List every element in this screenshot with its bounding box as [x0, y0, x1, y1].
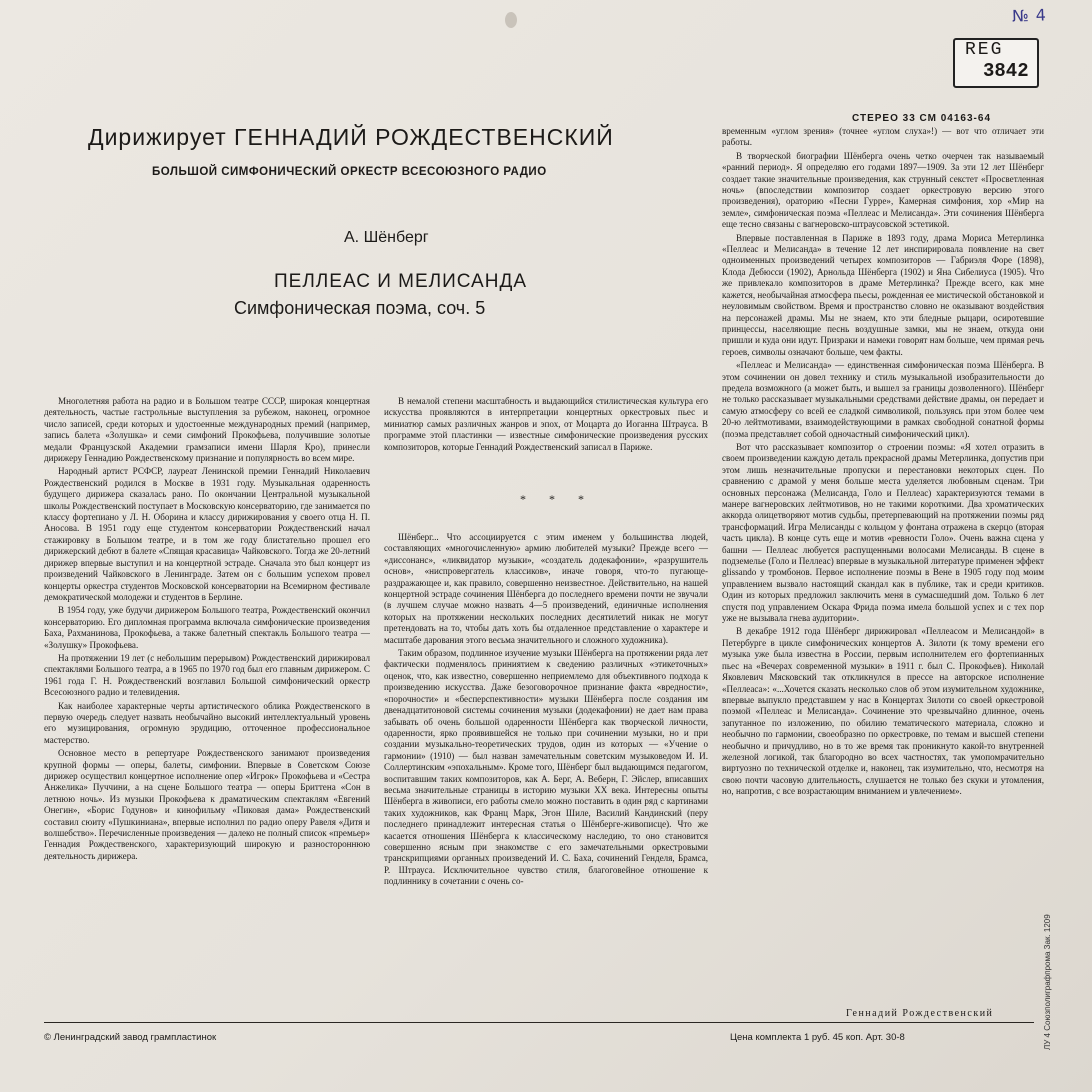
paragraph: Таким образом, подлинное изучение музыки Шёнберга на протяжении ряда лет фактически подменялось приниятием к сведению различных «этикеточных» оценок, что, как известно, совершенно неприемлемо для объективного подхода к произведению искусства. Даже безоговорочное признание факта «вредности», «порочности» и «бесперспективности» музыки Шёнберга после создания им двенадцатитоновой системы сочинения музыки (додекафонии) не дает нам права забывать об очень большой одаренности Шёнберга как творческой личности, одаренности, ярко проявившейся не только при сочинении музыки, но и при создании музыкально-теоретических трудов, один из которых — «Учение о гармонии» (1910) — был назван замечательным советским музыковедом И. И. Соллертинским «эпохальным». Кроме того, Шёнберг был выдающимся педагогом, воспитавшим таких композиторов, как А. Берг, А. Веберн, Г. Эйслер, вписавших весьма значительные страницы в историю музыки XX века. Интересны опыты Шёнберга в живописи, его работы смело можно поставить в один ряд с картинами таких художников, как Франц Марк, Эгон Шиле, Василий Кандинский (перу последнего принадлежит интересная статья о Шёнберге-живописце). Что же касается отношения Шёнберга к классическому наследию, то оно становится совершенно ясным при знакомстве с его замечательными оркестровыми транскрипциями органных произведений И. С. Баха, сочинений Генделя, Брамса, Р. Штрауса. Исключительное чувство стиля, благоговейное отношение к подлиннику в сочетании с очень со-	[384, 648, 708, 887]
biography-column	[44, 396, 370, 1016]
paragraph: В декабре 1912 года Шёнберг дирижировал «Пеллеасом и Мелисандой» в Петербурге в цикле симфонических концертов А. Зилоти (к тому времени его музыка уже была известна в России, первым исполнителем его фортепианных пьес на «Вечерах современной музыки» в 1911 г. был С. Прокофьев). Николай Яковлевич Мясковский так откликнулся в прессе на авторское исполнение «Пеллеаса»: «...Хочется сказать несколько слов об этом изумительном художнике, впервые выпукло представшем у нас в Концертах Зилоти со своей оркестровой поэмой «Пеллеас и Мелисанда». Сочинение это чрезвычайно длинное, очень запутанное по изложению, по обилию тематического материала, сложно и необычно по гармонии, своеобразно по оркестровке, по темам и высшей степени необычно и причудливо, но в то же время так проникнуто какой-то внутренней железной логикой, так благородно во всех частностях, так умопомрачительно виртуозно по технической отделке и, наконец, так изумительно, что, несмотря на свою почти часовую длительность, слушается не только без скуки и утомления, но, напротив, с все возрастающим вниманием и увлечением».	[722, 626, 1044, 797]
paragraph: Шёнберг... Что ассоциируется с этим именем у большинства людей, составляющих «многочисленную» армию любителей музыки? Прежде всего — «диссонанс», «ликвидатор музыки», «создатель додекафонии», «разрушитель основ», «ниспровергатель классиков», иначе говоря, что-то пугающе-раздражающее и, как правило, совершенно неизвестное. Действительно, на нашей концертной эстраде сочинения Шёнберга до последнего времени почти не звучали (в лучшем случае можно назвать 4—5 произведений, единичные исполнения которых на протяжении нескольких последних десятилетий никак не могут претендовать на то, чтобы дать хоть бы отдаленное представление о характере и масштабе дарования этого весьма значительного и сложного художника).	[384, 532, 708, 645]
program-note-column	[384, 396, 708, 468]
paragraph: В немалой степени масштабность и выдающийся стилистическая культура его искусства проявляются в интерпретации концертных оркестровых пьес и миниатюр самых различных жанров и эпох, от Моцарта до Иоганна Штрауса. В программе этой пластинки — известные симфонические произведения русских композиторов, которые Геннадий Рождественский записал в Париже.	[384, 396, 708, 452]
handwritten-note: № 4	[1011, 5, 1048, 26]
paragraph: В творческой биографии Шёнберга очень четко очерчен так называемый «ранний период». Я определяю его годами 1897—1909. За эти 12 лет Шёнберг создает такие значительные произведения, как струнный секстет «Просветленная ночь» (впоследствии композитор создает оркестровую версию этого произведения), ораторию «Песни Гурре», Камерная симфония, хор «Мир на земле», симфоническая поэма «Пеллеас и Мелисанда». Эти сочинения Шёнберга еще тесно связаны с вагнеровско-штраусовской эстетикой.	[722, 150, 1044, 230]
price-info: Цена комплекта 1 руб. 45 коп. Арт. 30-8	[730, 1032, 905, 1043]
paragraph: временным «углом зрения» (точнее «углом слуха»!) — вот что отличает эти работы.	[722, 126, 1044, 148]
sticker-line-1: REG	[965, 40, 1004, 60]
conductor-heading: Дирижирует ГЕННАДИЙ РОЖДЕСТВЕНСКИЙ	[88, 124, 614, 150]
library-sticker	[953, 38, 1039, 88]
section-divider: * * *	[520, 492, 594, 506]
orchestra-name: БОЛЬШОЙ СИМФОНИЧЕСКИЙ ОРКЕСТР ВСЕСОЮЗНОГО РАДИО	[152, 166, 547, 178]
paragraph: Народный артист РСФСР, лауреат Ленинской премии Геннадий Николаевич Рождественский родился в Москве в 1931 году. Музыкальная одаренность будущего дирижера сказалась рано. По окончании Центральной музыкальной школы Рождественский поступает в Московскую консерваторию, где занимается по классу фортепиано у Л. Н. Оборина и классу дирижирования у своего отца Н. П. Аносова. В 1951 году еще студентом консерватории Рождественский начал стажировку в Большом театре, и в том же году блистательно прошел его дирижерский дебют в балете «Спящая красавица» Чайковского. Тогда же 20-летний дирижер впервые выступил и на концертной эстраде. Сначала это был концерт из произведений Чайковского в Ленинграде. Затем он с большим успехом провел концерты оркестра студентов Московской консерватории на Всемирном фестивале демократической молодежи и студентов в Берлине.	[44, 466, 370, 602]
paragraph: Как наиболее характерные черты артистического облика Рождественского в первую очередь следует назвать необычайно высокий интеллектуальный уровень его музицирования, огромную эрудицию, отточенное профессиональное мастерство.	[44, 700, 370, 745]
schoenberg-essay-column	[384, 532, 708, 1016]
paragraph: Вот что рассказывает композитор о строении поэмы: «Я хотел отразить в своем произведении каждую деталь прекрасной драмы Метерлинка, допустив при этом лишь незначительные пропуски и перестановки некоторых сцен. По сравнению с драмой у меня больше места уделяется любовным сценам. Три основных персонажа (Мелисанда, Голо и Пеллеас) характеризуются темами в манере вагнеровских лейтмотивов, но не такими короткими. Два хроматических аккорда олицетворяют мотив судьбы, претерпевающий на протяжении поэмы ряд трансформаций. Игра Мелисанды с кольцом у фонтана отражена в скерцо (вторая часть цикла). В конце суть еще и мотив «ревности Голо». Очень важна сцена у башни — Пеллеас любуется распущенными волосами Мелисанды. В сцене в подземелье (Голо и Пеллеас) впервые в музыкальной литературе применен эффект glissando у тромбонов. Первое исполнение поэмы в Вене в 1905 году под моим управлением вызвало настоящий скандал как в публике, так и среди критиков. Один из которых предложил заключить меня в сумасшедший дом. Только 6 лет спустя под управлением Оскара Фрида поэма имела большой успех и с тех пор уже не вызывала гнева аудитории».	[722, 441, 1044, 624]
author-signature: Геннадий Рождественский	[846, 1008, 994, 1019]
paragraph: На протяжении 19 лет (с небольшим перерывом) Рождественский дирижировал спектаклями Большого театра, а в 1965 по 1970 год был его главным дирижером. С 1961 года Г. Н. Рождественский возглавил Большой симфонический оркестр Всесоюзного радио и телевидения.	[44, 652, 370, 698]
paragraph: Многолетняя работа на радио и в Большом театре СССР, широкая концертная деятельность, частые гастрольные выступления за рубежом, наконец, огромное число записей, среди которых и удостоенные международных премий (например, запись балета «Золушка» и семи симфоний Прокофьева, получившие золотые медали Французской Академии грамзаписи имени Шарля Кро), принесли дирижеру Геннадию Рождественскому признание и популярность во всем мире.	[44, 396, 370, 464]
paragraph: В 1954 году, уже будучи дирижером Большого театра, Рождественский окончил консерваторию. Его дипломная программа включала симфонические произведения Баха, Рахманинова, Прокофьева, а также балетный спектакль Большого театра — «Золушку» Прокофьева.	[44, 605, 370, 650]
sticker-line-2: 3842	[983, 60, 1029, 82]
composer-name: А. Шёнберг	[344, 229, 429, 246]
punch-hole	[505, 12, 517, 28]
printer-imprint: ЛУ 4 Союзполиграфпрома Зак. 1209	[1043, 914, 1052, 1050]
pelleas-essay-column	[722, 126, 1044, 1006]
paragraph: «Пеллеас и Мелисанда» — единственная симфоническая поэма Шёнберга. В этом сочинении он довел технику и стиль музыкальной изобразительности до предела возможного (а может быть, и вышел за границы дозволенного). Шёнберг не только рассказывает музыкальными средствами действие драмы, он передает и самую атмосферу со всей ее сладкой символикой, пользуясь при этом более чем 20-ю лейтмотивами, взаимодействующими в рамках свободной сонатной формы (поэма представляет собой одночастный симфонический цикл).	[722, 360, 1044, 439]
publisher-credit: © Ленинградский завод грампластинок	[44, 1032, 217, 1043]
work-title: ПЕЛЛЕАС И МЕЛИСАНДА	[274, 271, 527, 292]
paragraph: Впервые поставленная в Париже в 1893 году, драма Мориса Метерлинка «Пеллеас и Мелисанда» в течение 12 лет инспирировала появление на свет одноименных произведений четырех композиторов — Габриэля Форе (1898), Клода Дебюсси (1902), Арнольда Шёнберга (1902) и Яна Сибелиуса (1905). Что же привлекало композиторов в драме Метерлинка? Прежде всего, как мне кажется, необычайная атмосфера пьесы, рожденная ее мистической обстановкой и неуловимым свойством. Время и пространство словно не оказывают воздействия на персонажей драмы. Мы не знаем, кто эти бледные рыцари, осиротевшие принцессы, населяющие песнь воздушные замки, мы не знаем, откуда они пришли и куда они идут. Призраки и намеки говорят нам больше, чем прямая речь героев, символы означают больше, чем факты.	[722, 232, 1044, 357]
work-subtitle: Симфоническая поэма, соч. 5	[234, 298, 486, 318]
paragraph: Основное место в репертуаре Рождественского занимают произведения крупной формы — оперы, балеты, симфонии. Впервые в Советском Союзе дирижер осуществил концертное исполнение опер «Игрок» Прокофьева и «Сестра Анжелика» Пуччини, а на сцене Большого театра — оперы Бриттена «Сон в летнюю ночь». Из музыки Прокофьева к драматическим спектаклям «Евгений Онегин», «Борис Годунов» и кинофильму «Пиковая дама» Рождественский составил сюиту «Пушкиниана», впервые исполнил по радио оперу Равеля «Дитя и волшебство». Перечисленные произведения — далеко не полный список «премьер» Геннадия Рождественского, характеризующий широкую и разностороннюю деятельность дирижера.	[44, 748, 370, 861]
catalog-number: СТЕРЕО 33 СМ 04163-64	[852, 113, 992, 124]
footer-divider	[44, 1022, 1034, 1023]
